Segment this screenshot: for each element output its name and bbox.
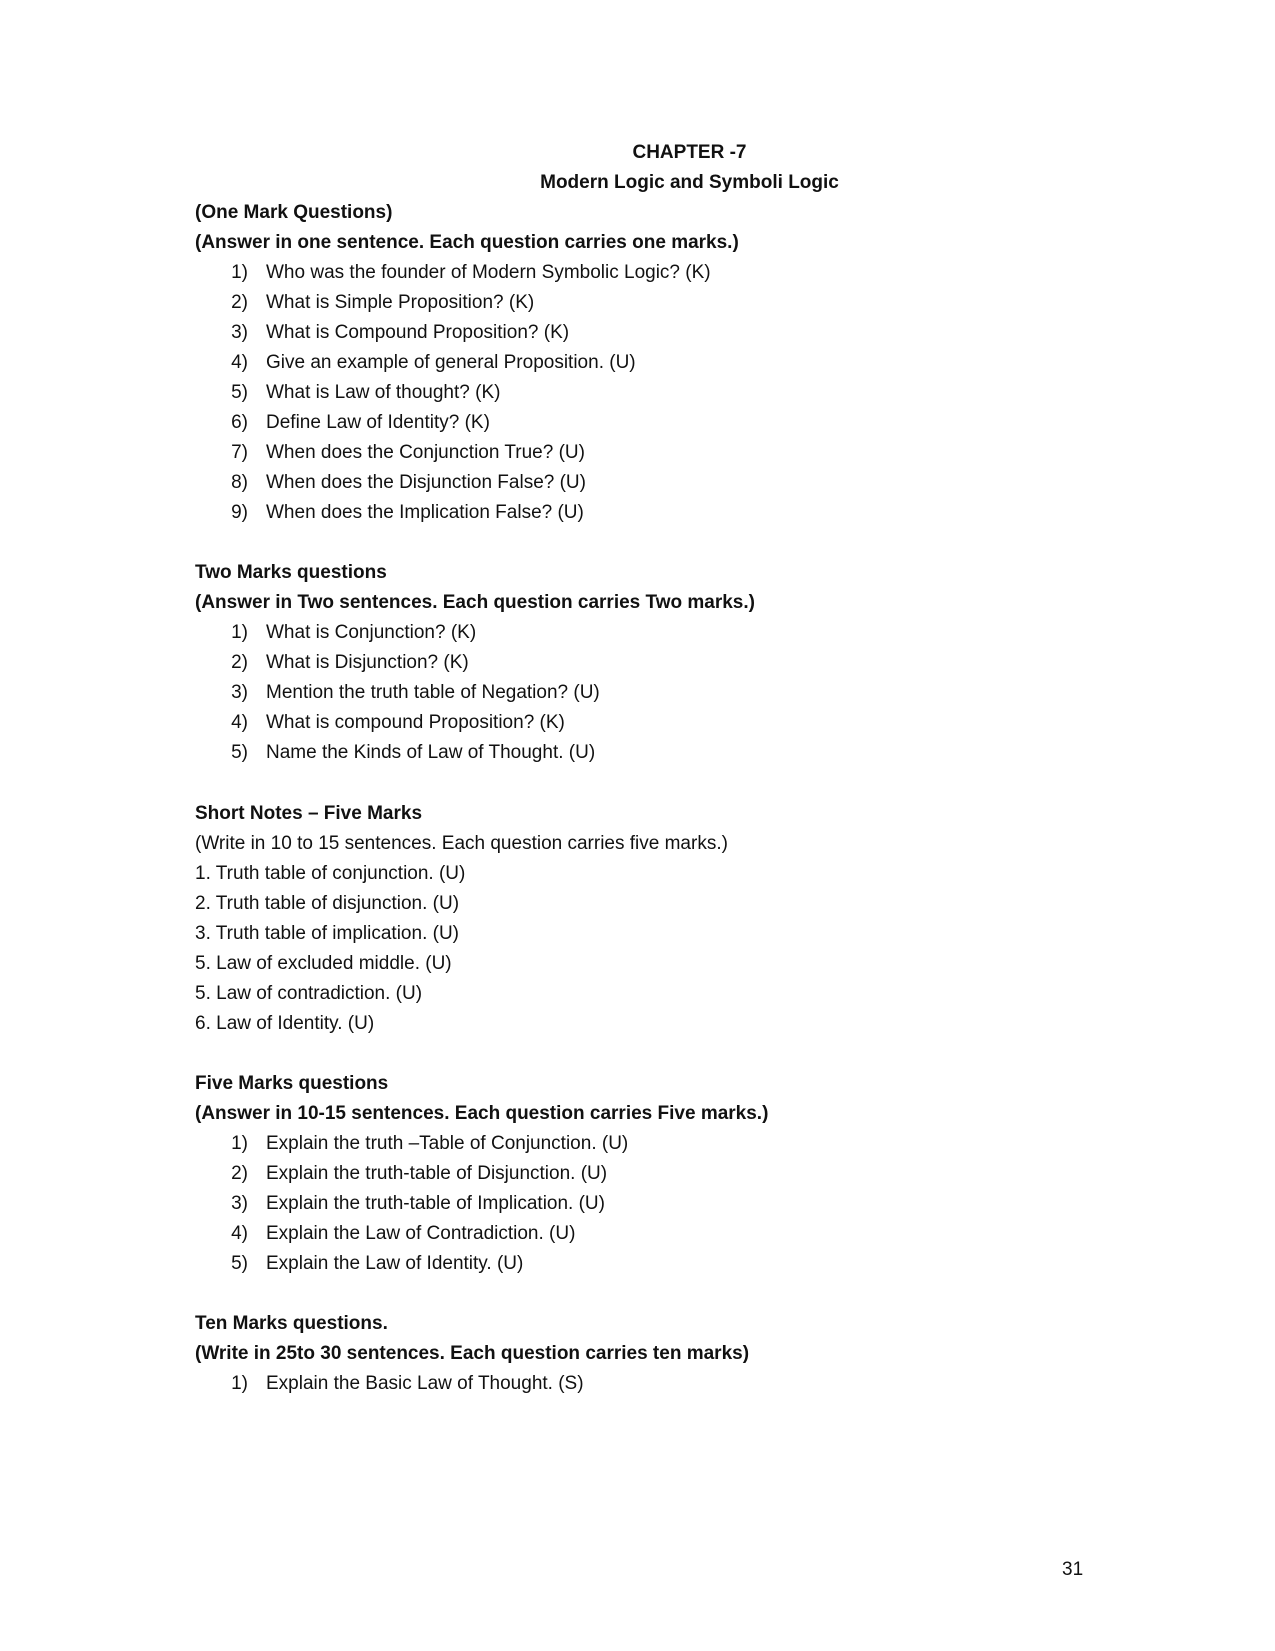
list-item: 5. Law of excluded middle. (U) bbox=[195, 953, 452, 974]
one-mark-instruction: (Answer in one sentence. Each question carries one marks.) bbox=[195, 232, 739, 253]
item-text: Name the Kinds of Law of Thought. (U) bbox=[266, 742, 596, 763]
item-number: 2) bbox=[231, 1163, 248, 1184]
short-notes-heading: Short Notes – Five Marks bbox=[195, 803, 423, 824]
item-text: Who was the founder of Modern Symbolic Logic? (K) bbox=[266, 262, 711, 283]
item-number: 4) bbox=[231, 712, 248, 733]
item-text: When does the Disjunction False? (U) bbox=[266, 472, 586, 493]
item-text: What is Compound Proposition? (K) bbox=[266, 322, 570, 343]
item-text: What is Simple Proposition? (K) bbox=[266, 292, 535, 313]
two-marks-instruction: (Answer in Two sentences. Each question carries Two marks.) bbox=[195, 592, 755, 613]
item-text: What is compound Proposition? (K) bbox=[266, 712, 565, 733]
item-text: When does the Conjunction True? (U) bbox=[266, 442, 585, 463]
list-item: 1. Truth table of conjunction. (U) bbox=[195, 863, 466, 884]
item-number: 6) bbox=[231, 412, 248, 433]
list-item: 5. Law of contradiction. (U) bbox=[195, 983, 423, 1004]
chapter-subtitle: Modern Logic and Symboli Logic bbox=[540, 172, 839, 193]
item-number: 5) bbox=[231, 382, 248, 403]
item-number: 1) bbox=[231, 262, 248, 283]
item-text: What is Law of thought? (K) bbox=[266, 382, 501, 403]
item-number: 2) bbox=[231, 292, 248, 313]
item-number: 3) bbox=[231, 1193, 248, 1214]
item-text: Explain the truth-table of Disjunction. (U) bbox=[266, 1163, 608, 1184]
list-item: 6. Law of Identity. (U) bbox=[195, 1013, 375, 1034]
page-number: 31 bbox=[1062, 1559, 1084, 1580]
item-number: 2) bbox=[231, 652, 248, 673]
item-number: 7) bbox=[231, 442, 248, 463]
ten-marks-heading: Ten Marks questions. bbox=[195, 1313, 388, 1334]
item-text: When does the Implication False? (U) bbox=[266, 502, 584, 523]
item-text: Explain the Law of Identity. (U) bbox=[266, 1253, 524, 1274]
short-notes-instruction: (Write in 10 to 15 sentences. Each question carries five marks.) bbox=[195, 833, 728, 854]
item-number: 1) bbox=[231, 1133, 248, 1154]
item-number: 1) bbox=[231, 622, 248, 643]
two-marks-heading: Two Marks questions bbox=[195, 562, 387, 583]
five-marks-heading: Five Marks questions bbox=[195, 1073, 389, 1094]
item-text: Explain the truth –Table of Conjunction. (U) bbox=[266, 1133, 629, 1154]
item-number: 8) bbox=[231, 472, 248, 493]
one-mark-heading: (One Mark Questions) bbox=[195, 202, 393, 223]
item-text: Explain the truth-table of Implication. (U) bbox=[266, 1193, 605, 1214]
list-item: 2. Truth table of disjunction. (U) bbox=[195, 893, 460, 914]
item-number: 9) bbox=[231, 502, 248, 523]
item-text: What is Disjunction? (K) bbox=[266, 652, 469, 673]
item-text: Explain the Basic Law of Thought. (S) bbox=[266, 1373, 584, 1394]
item-number: 5) bbox=[231, 742, 248, 763]
item-number: 4) bbox=[231, 352, 248, 373]
item-text: Explain the Law of Contradiction. (U) bbox=[266, 1223, 576, 1244]
item-text: Define Law of Identity? (K) bbox=[266, 412, 490, 433]
item-number: 4) bbox=[231, 1223, 248, 1244]
item-text: What is Conjunction? (K) bbox=[266, 622, 477, 643]
item-text: Mention the truth table of Negation? (U) bbox=[266, 682, 600, 703]
item-number: 3) bbox=[231, 682, 248, 703]
ten-marks-instruction: (Write in 25to 30 sentences. Each question carries ten marks) bbox=[195, 1343, 750, 1364]
item-text: Give an example of general Proposition. (U) bbox=[266, 352, 636, 373]
item-number: 3) bbox=[231, 322, 248, 343]
item-number: 5) bbox=[231, 1253, 248, 1274]
list-item: 3. Truth table of implication. (U) bbox=[195, 923, 459, 944]
chapter-title: CHAPTER -7 bbox=[632, 142, 747, 163]
item-number: 1) bbox=[231, 1373, 248, 1394]
five-marks-instruction: (Answer in 10-15 sentences. Each question carries Five marks.) bbox=[195, 1103, 769, 1124]
